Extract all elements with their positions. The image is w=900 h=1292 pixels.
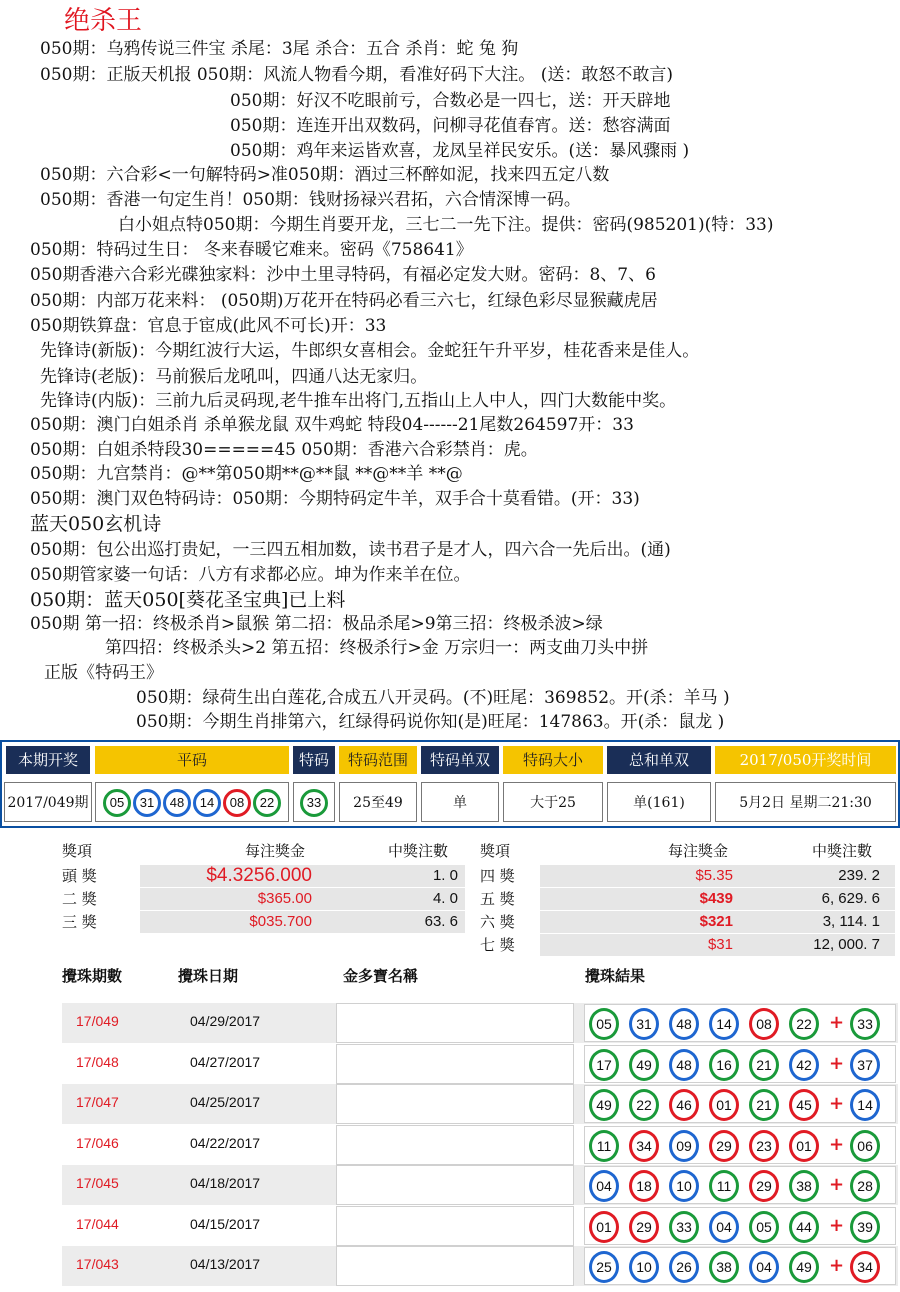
draw-date: 04/29/2017	[190, 1013, 261, 1029]
text-line: 正版《特码王》	[44, 663, 163, 683]
special-size: 大于25	[503, 782, 603, 822]
lottery-ball: 22	[789, 1008, 819, 1040]
history-header-name: 金多寶名稱	[343, 967, 419, 985]
lottery-ball: 22	[253, 789, 281, 817]
lottery-ball: 48	[669, 1049, 699, 1081]
prize-name: 三 獎	[62, 913, 97, 931]
table-row	[62, 1125, 898, 1165]
name-cell	[336, 1084, 574, 1124]
text-line: 050期：好汉不吃眼前亏，合数必是一四七，送：开天辟地	[230, 91, 671, 111]
prize-left-header-name: 獎項	[62, 842, 93, 860]
draw-period: 17/047	[76, 1094, 119, 1110]
text-line: 先锋诗(老版)：马前猴后龙吼叫，四通八达无家归。	[40, 367, 428, 387]
draw-period: 17/046	[76, 1134, 119, 1151]
name-cell	[336, 1125, 574, 1165]
lottery-ball: 01	[789, 1130, 819, 1162]
plus-sign: +	[829, 1052, 845, 1074]
lottery-ball: 39	[850, 1211, 880, 1243]
text-line: 050期：乌鸦传说三件宝 杀尾：3尾 杀合：五合 杀肖：蛇 兔 狗	[40, 39, 519, 59]
sum-oddeven: 单(161)	[607, 782, 711, 822]
lottery-ball: 25	[589, 1251, 619, 1283]
table-row	[62, 1084, 898, 1124]
table-row	[62, 1044, 898, 1084]
lottery-ball: 10	[629, 1251, 659, 1283]
prize-money: $035.700	[249, 913, 312, 930]
lottery-ball: 49	[629, 1049, 659, 1081]
lottery-ball: 14	[709, 1008, 739, 1040]
draw-date: 04/18/2017	[190, 1175, 261, 1191]
lottery-ball: 44	[789, 1211, 819, 1243]
text-line: 先锋诗(内版)：三前九后灵码现,老牛推车出将门,五指山上人中人，四门大数能中奖。	[40, 391, 677, 411]
draw-period: 17/044	[76, 1215, 119, 1232]
header-regular-numbers: 平码	[95, 746, 289, 774]
text-line: 050期铁算盘：官息于宦成(此风不可长)开：33	[30, 316, 387, 336]
plus-sign: +	[829, 1174, 845, 1195]
name-cell	[336, 1246, 574, 1286]
lottery-ball: 04	[589, 1170, 619, 1202]
lottery-ball: 38	[789, 1170, 819, 1202]
text-line: 050期：连连开出双数码，问柳寻花值春宵。送：愁容满面	[230, 116, 671, 136]
lottery-ball: 18	[629, 1170, 659, 1202]
lottery-ball: 46	[669, 1089, 699, 1121]
prize-right-header-count: 中獎注數	[812, 842, 873, 860]
header-current-draw: 本期开奖	[6, 746, 90, 774]
lottery-ball: 09	[669, 1130, 699, 1162]
result-balls	[584, 1004, 896, 1042]
prize-money: $5.35	[695, 867, 733, 884]
lottery-ball: 21	[749, 1089, 779, 1121]
lottery-ball: 17	[589, 1049, 619, 1081]
text-line: 先锋诗(新版)：今期红波行大运，牛郎织女喜相会。金蛇狂午升平岁，桂花香来是佳人。	[40, 341, 700, 361]
brand-title: 绝杀王	[64, 6, 143, 36]
lottery-ball: 01	[709, 1089, 739, 1121]
lottery-ball: 48	[163, 789, 191, 817]
lottery-ball: 23	[749, 1130, 779, 1162]
special-ball	[293, 782, 335, 822]
lottery-ball: 29	[709, 1130, 739, 1162]
name-cell	[336, 1044, 574, 1084]
text-line: 050期管家婆一句话：八方有求都必应。坤为作来羊在位。	[30, 565, 471, 585]
plus-sign: +	[829, 1093, 845, 1114]
text-line: 050期：特码过生日： 冬来春暖它难来。密码《758641》	[30, 240, 473, 260]
prize-count: 4. 0	[432, 890, 458, 907]
text-line: 050期：澳门白姐杀肖 杀单猴龙鼠 双牛鸡蛇 特段04------21尾数264597开：33	[30, 415, 634, 435]
header-special-number: 特码	[293, 746, 335, 774]
draw-period: 17/049	[76, 1013, 119, 1029]
lottery-ball: 08	[223, 789, 251, 817]
lottery-ball: 33	[669, 1211, 699, 1243]
lottery-ball: 34	[629, 1130, 659, 1162]
text-line: 050期：蓝天050[葵花圣宝典]已上料	[30, 589, 346, 611]
draw-date: 04/27/2017	[190, 1053, 261, 1070]
draw-period: 17/043	[76, 1256, 119, 1272]
text-line: 050期香港六合彩光碟独家料：沙中土里寻特码，有福必定发大财。密码：8、7、6	[30, 265, 656, 285]
lottery-ball: 48	[669, 1008, 699, 1040]
lottery-ball: 37	[850, 1049, 880, 1081]
text-line: 050期：六合彩<一句解特码>准050期：酒过三杯醉如泥，找来四五定八数	[40, 165, 610, 185]
text-line: 050期：包公出巡打贵妃，一三四五相加数，读书君子是才人，四六合一先后出。(通)	[30, 540, 671, 560]
draw-date: 04/25/2017	[190, 1094, 261, 1110]
prize-name: 四 獎	[480, 867, 515, 885]
lottery-ball: 38	[709, 1251, 739, 1283]
plus-sign: +	[829, 1012, 845, 1033]
draw-period: 17/048	[76, 1053, 119, 1070]
table-row	[62, 1206, 898, 1246]
text-line: 050期：内部万花来料： (050期)万花开在特码必看三六七，红绿色彩尽显猴藏虎居	[30, 291, 658, 311]
name-cell	[336, 1003, 574, 1043]
history-header-date: 攪珠日期	[178, 967, 239, 985]
prize-money: $365.00	[257, 890, 312, 907]
text-line: 白小姐点特050期：今期生肖要开龙，三七二一先下注。提供：密码(985201)(特：33)	[118, 215, 774, 235]
prize-money: $439	[699, 890, 733, 907]
table-row	[62, 1246, 898, 1286]
prize-money: $4.3256.000	[206, 865, 312, 886]
lottery-ball: 05	[749, 1211, 779, 1243]
name-cell	[336, 1165, 574, 1205]
header-next-draw-time: 2017/050开奖时间	[715, 746, 896, 774]
prize-count: 239. 2	[838, 867, 880, 884]
text-line: 050期：今期生肖排第六，红绿得码说你知(是)旺尾：147863。开(杀：鼠龙 )	[136, 712, 725, 732]
prize-count: 1. 0	[432, 867, 458, 884]
draw-period: 17/045	[76, 1175, 119, 1191]
plus-sign: +	[829, 1255, 845, 1276]
lottery-ball: 14	[850, 1089, 880, 1121]
lottery-ball: 42	[789, 1049, 819, 1081]
lottery-ball: 06	[850, 1130, 880, 1162]
lottery-ball: 21	[749, 1049, 779, 1081]
header-special-size: 特码大小	[503, 746, 603, 774]
text-line: 050期：绿荷生出白莲花,合成五八开灵码。(不)旺尾：369852。开(杀：羊马 )	[136, 688, 730, 708]
lottery-ball: 45	[789, 1089, 819, 1121]
table-row	[62, 1165, 898, 1205]
draw-date: 04/15/2017	[190, 1215, 261, 1232]
prize-money: $321	[699, 913, 733, 930]
plus-sign: +	[829, 1214, 845, 1236]
text-line: 050期：鸡年来运皆欢喜，龙凤呈祥民安乐。(送：暴风骤雨 )	[230, 141, 690, 161]
result-balls	[584, 1207, 896, 1245]
draw-date: 04/13/2017	[190, 1256, 261, 1272]
special-oddeven: 单	[421, 782, 499, 822]
text-line: 050期：正版天机报 050期：风流人物看今期，看准好码下大注。 (送：敢怒不敢言)	[40, 65, 673, 85]
lottery-ball: 01	[589, 1211, 619, 1243]
header-sum-oddeven: 总和单双	[607, 746, 711, 774]
result-balls	[584, 1045, 896, 1083]
history-header-result: 攪珠結果	[585, 967, 646, 985]
lottery-ball: 34	[850, 1251, 880, 1283]
special-range: 25至49	[339, 782, 417, 822]
draw-date: 04/22/2017	[190, 1134, 261, 1151]
prize-name: 七 獎	[480, 936, 515, 954]
name-cell	[336, 1206, 574, 1246]
header-special-range: 特码范围	[339, 746, 417, 774]
prize-count: 63. 6	[424, 913, 458, 930]
header-special-oddeven: 特码单双	[421, 746, 499, 774]
text-line: 050期：九宫禁肖：@**第050期**@**鼠 **@**羊 **@	[30, 464, 463, 484]
text-line: 050期：白姐杀特段30=====45 050期：香港六合彩禁肖：虎。	[30, 440, 538, 460]
lottery-ball: 49	[789, 1251, 819, 1283]
lottery-ball: 26	[669, 1251, 699, 1283]
lottery-ball: 16	[709, 1049, 739, 1081]
lottery-ball: 33	[300, 789, 328, 817]
prize-right-header-money: 每注獎金	[668, 842, 729, 860]
draw-period: 2017/049期	[4, 782, 92, 822]
lottery-ball: 49	[589, 1089, 619, 1121]
lottery-ball: 22	[629, 1089, 659, 1121]
result-balls	[584, 1126, 896, 1164]
text-line: 050期：香港一句定生肖！050期：钱财扬禄兴君拓，六合情深博一码。	[40, 190, 581, 210]
lottery-ball: 31	[133, 789, 161, 817]
result-balls	[584, 1166, 896, 1204]
lottery-ball: 08	[749, 1008, 779, 1040]
regular-balls	[95, 782, 289, 822]
prize-name: 五 獎	[480, 890, 515, 908]
next-draw-time: 5月2日 星期二21:30	[715, 782, 896, 822]
result-balls	[584, 1085, 896, 1123]
lottery-ball: 28	[850, 1170, 880, 1202]
text-line: 第四招：终极杀头>2 第五招：终极杀行>金 万宗归一：两支曲刀头中拼	[105, 638, 649, 658]
lottery-ball: 33	[850, 1008, 880, 1040]
lottery-ball: 29	[749, 1170, 779, 1202]
prize-name: 二 獎	[62, 890, 97, 908]
text-line: 050期：澳门双色特码诗：050期：今期特码定牛羊，双手合十莫看错。(开：33)	[30, 489, 640, 509]
lottery-ball: 05	[103, 789, 131, 817]
prize-count: 12, 000. 7	[813, 936, 880, 953]
lottery-ball: 10	[669, 1170, 699, 1202]
text-line: 蓝天050玄机诗	[30, 513, 162, 535]
prize-money: $31	[707, 936, 733, 953]
text-line: 050期 第一招：终极杀肖>鼠猴 第二招：极品杀尾>9第三招：终极杀波>绿	[30, 614, 603, 634]
lottery-ball: 04	[709, 1211, 739, 1243]
prize-name: 頭 獎	[62, 867, 97, 885]
prize-count: 6, 629. 6	[821, 890, 880, 907]
lottery-ball: 29	[629, 1211, 659, 1243]
lottery-ball: 04	[749, 1251, 779, 1283]
lottery-ball: 14	[193, 789, 221, 817]
prize-count: 3, 114. 1	[822, 913, 880, 930]
draw-result-table	[0, 740, 900, 828]
lottery-ball: 11	[709, 1170, 739, 1202]
lottery-ball: 11	[589, 1130, 619, 1162]
lottery-ball: 05	[589, 1008, 619, 1040]
prize-left-header-count: 中獎注數	[388, 842, 449, 860]
prize-left-header-money: 每注獎金	[245, 842, 306, 860]
lottery-ball: 31	[629, 1008, 659, 1040]
prize-right-header-name: 獎項	[480, 842, 511, 860]
plus-sign: +	[829, 1133, 845, 1155]
prize-name: 六 獎	[480, 913, 515, 931]
history-header-period: 攪珠期數	[62, 967, 123, 985]
result-balls	[584, 1247, 896, 1285]
table-row	[62, 1003, 898, 1043]
